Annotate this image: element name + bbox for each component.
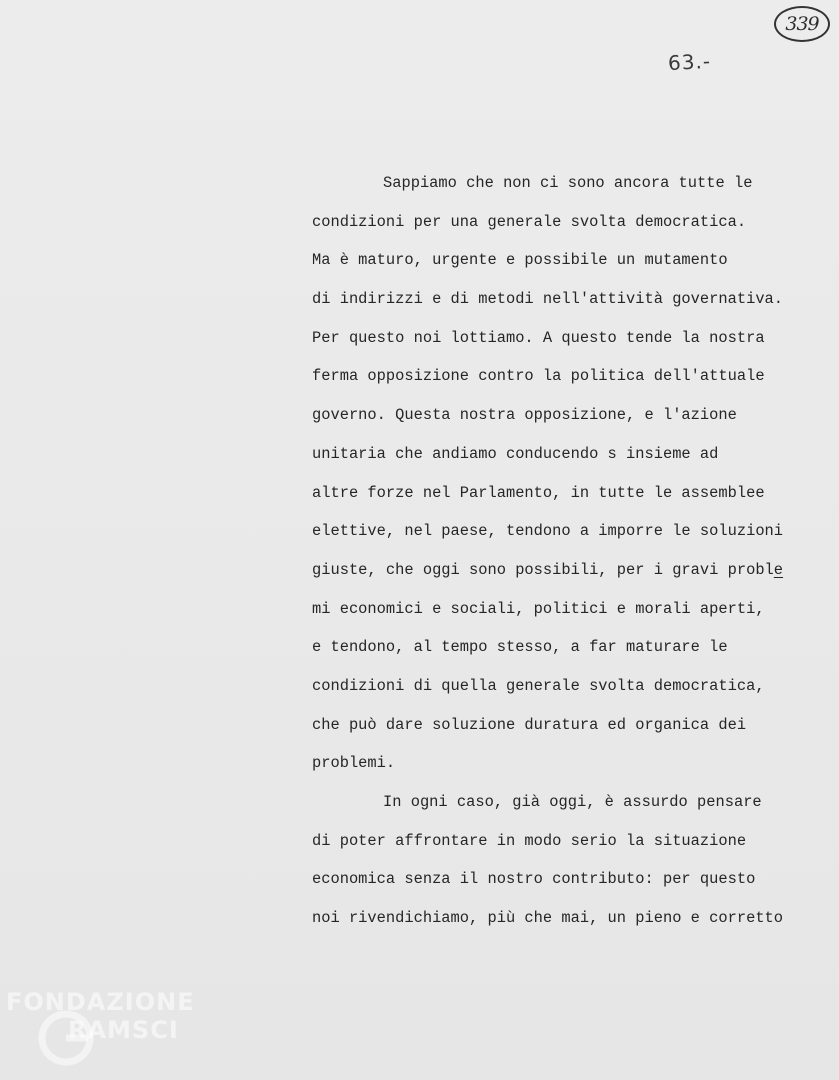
- text-line-content: e tendono, al tempo stesso, a far maturare le: [312, 638, 728, 657]
- text-line: [312, 826, 832, 865]
- text-line: [312, 207, 832, 246]
- text-line: [312, 555, 832, 594]
- text-line: [312, 478, 832, 517]
- text-line-content: Sappiamo che non ci sono ancora tutte le: [383, 174, 753, 192]
- text-line: [312, 361, 832, 400]
- typewritten-text-body: [312, 168, 832, 942]
- text-line: [312, 671, 832, 710]
- text-line-content: condizioni di quella generale svolta democratica,: [312, 676, 765, 695]
- text-line: [312, 632, 832, 671]
- text-line: [312, 864, 832, 903]
- text-line-content: mi economici e sociali, politici e morali aperti,: [312, 599, 765, 618]
- text-line-content: unitaria che andiamo conducendo s insieme ad: [312, 444, 719, 463]
- text-line-content: altre forze nel Parlamento, in tutte le assemblee: [312, 483, 765, 502]
- text-line-content: economica senza il nostro contributo: per questo: [312, 870, 756, 889]
- archive-page-stamp: [774, 6, 830, 42]
- text-line: [312, 903, 832, 942]
- text-line-content: ferma opposizione contro la politica dell'attuale: [312, 367, 765, 386]
- text-line: [312, 787, 832, 826]
- stamp-number: 339: [785, 13, 819, 35]
- text-line: [312, 400, 832, 439]
- text-line-content: elettive, nel paese, tendono a imporre le soluzioni: [312, 522, 784, 541]
- fondazione-gramsci-watermark: [6, 988, 226, 1074]
- text-line: [312, 439, 832, 478]
- handwritten-page-number: 63.-: [667, 48, 712, 76]
- watermark-line-2: RAMSCI: [68, 1016, 179, 1044]
- text-line-content: di indirizzi e di metodi nell'attività governativa.: [312, 290, 784, 309]
- underlined-hyphen-letter: e: [773, 560, 784, 579]
- text-line: [312, 168, 832, 207]
- text-line: [312, 323, 832, 362]
- text-line: [312, 748, 832, 787]
- text-line-content: condizioni per una generale svolta democratica.: [312, 212, 747, 231]
- text-line-content: Per questo noi lottiamo. A questo tende la nostra: [312, 328, 765, 347]
- text-line-content: giuste, che oggi sono possibili, per i gravi probl: [312, 560, 774, 579]
- text-line-content: In ogni caso, già oggi, è assurdo pensare: [383, 793, 762, 811]
- text-line-content: che può dare soluzione duratura ed organica dei: [312, 715, 747, 734]
- text-line-content: governo. Questa nostra opposizione, e l'azione: [312, 406, 737, 425]
- text-line: [312, 710, 832, 749]
- text-line: [312, 516, 832, 555]
- watermark-line-1: FONDAZIONE: [6, 988, 195, 1016]
- text-line: [312, 594, 832, 633]
- text-line-content: noi rivendichiamo, più che mai, un pieno e corretto: [312, 909, 784, 928]
- text-line: [312, 245, 832, 284]
- text-line: [312, 284, 832, 323]
- text-line-content: di poter affrontare in modo serio la situazione: [312, 831, 747, 850]
- text-line-content: problemi.: [312, 754, 396, 773]
- text-line-content: Ma è maturo, urgente e possibile un mutamento: [312, 251, 728, 270]
